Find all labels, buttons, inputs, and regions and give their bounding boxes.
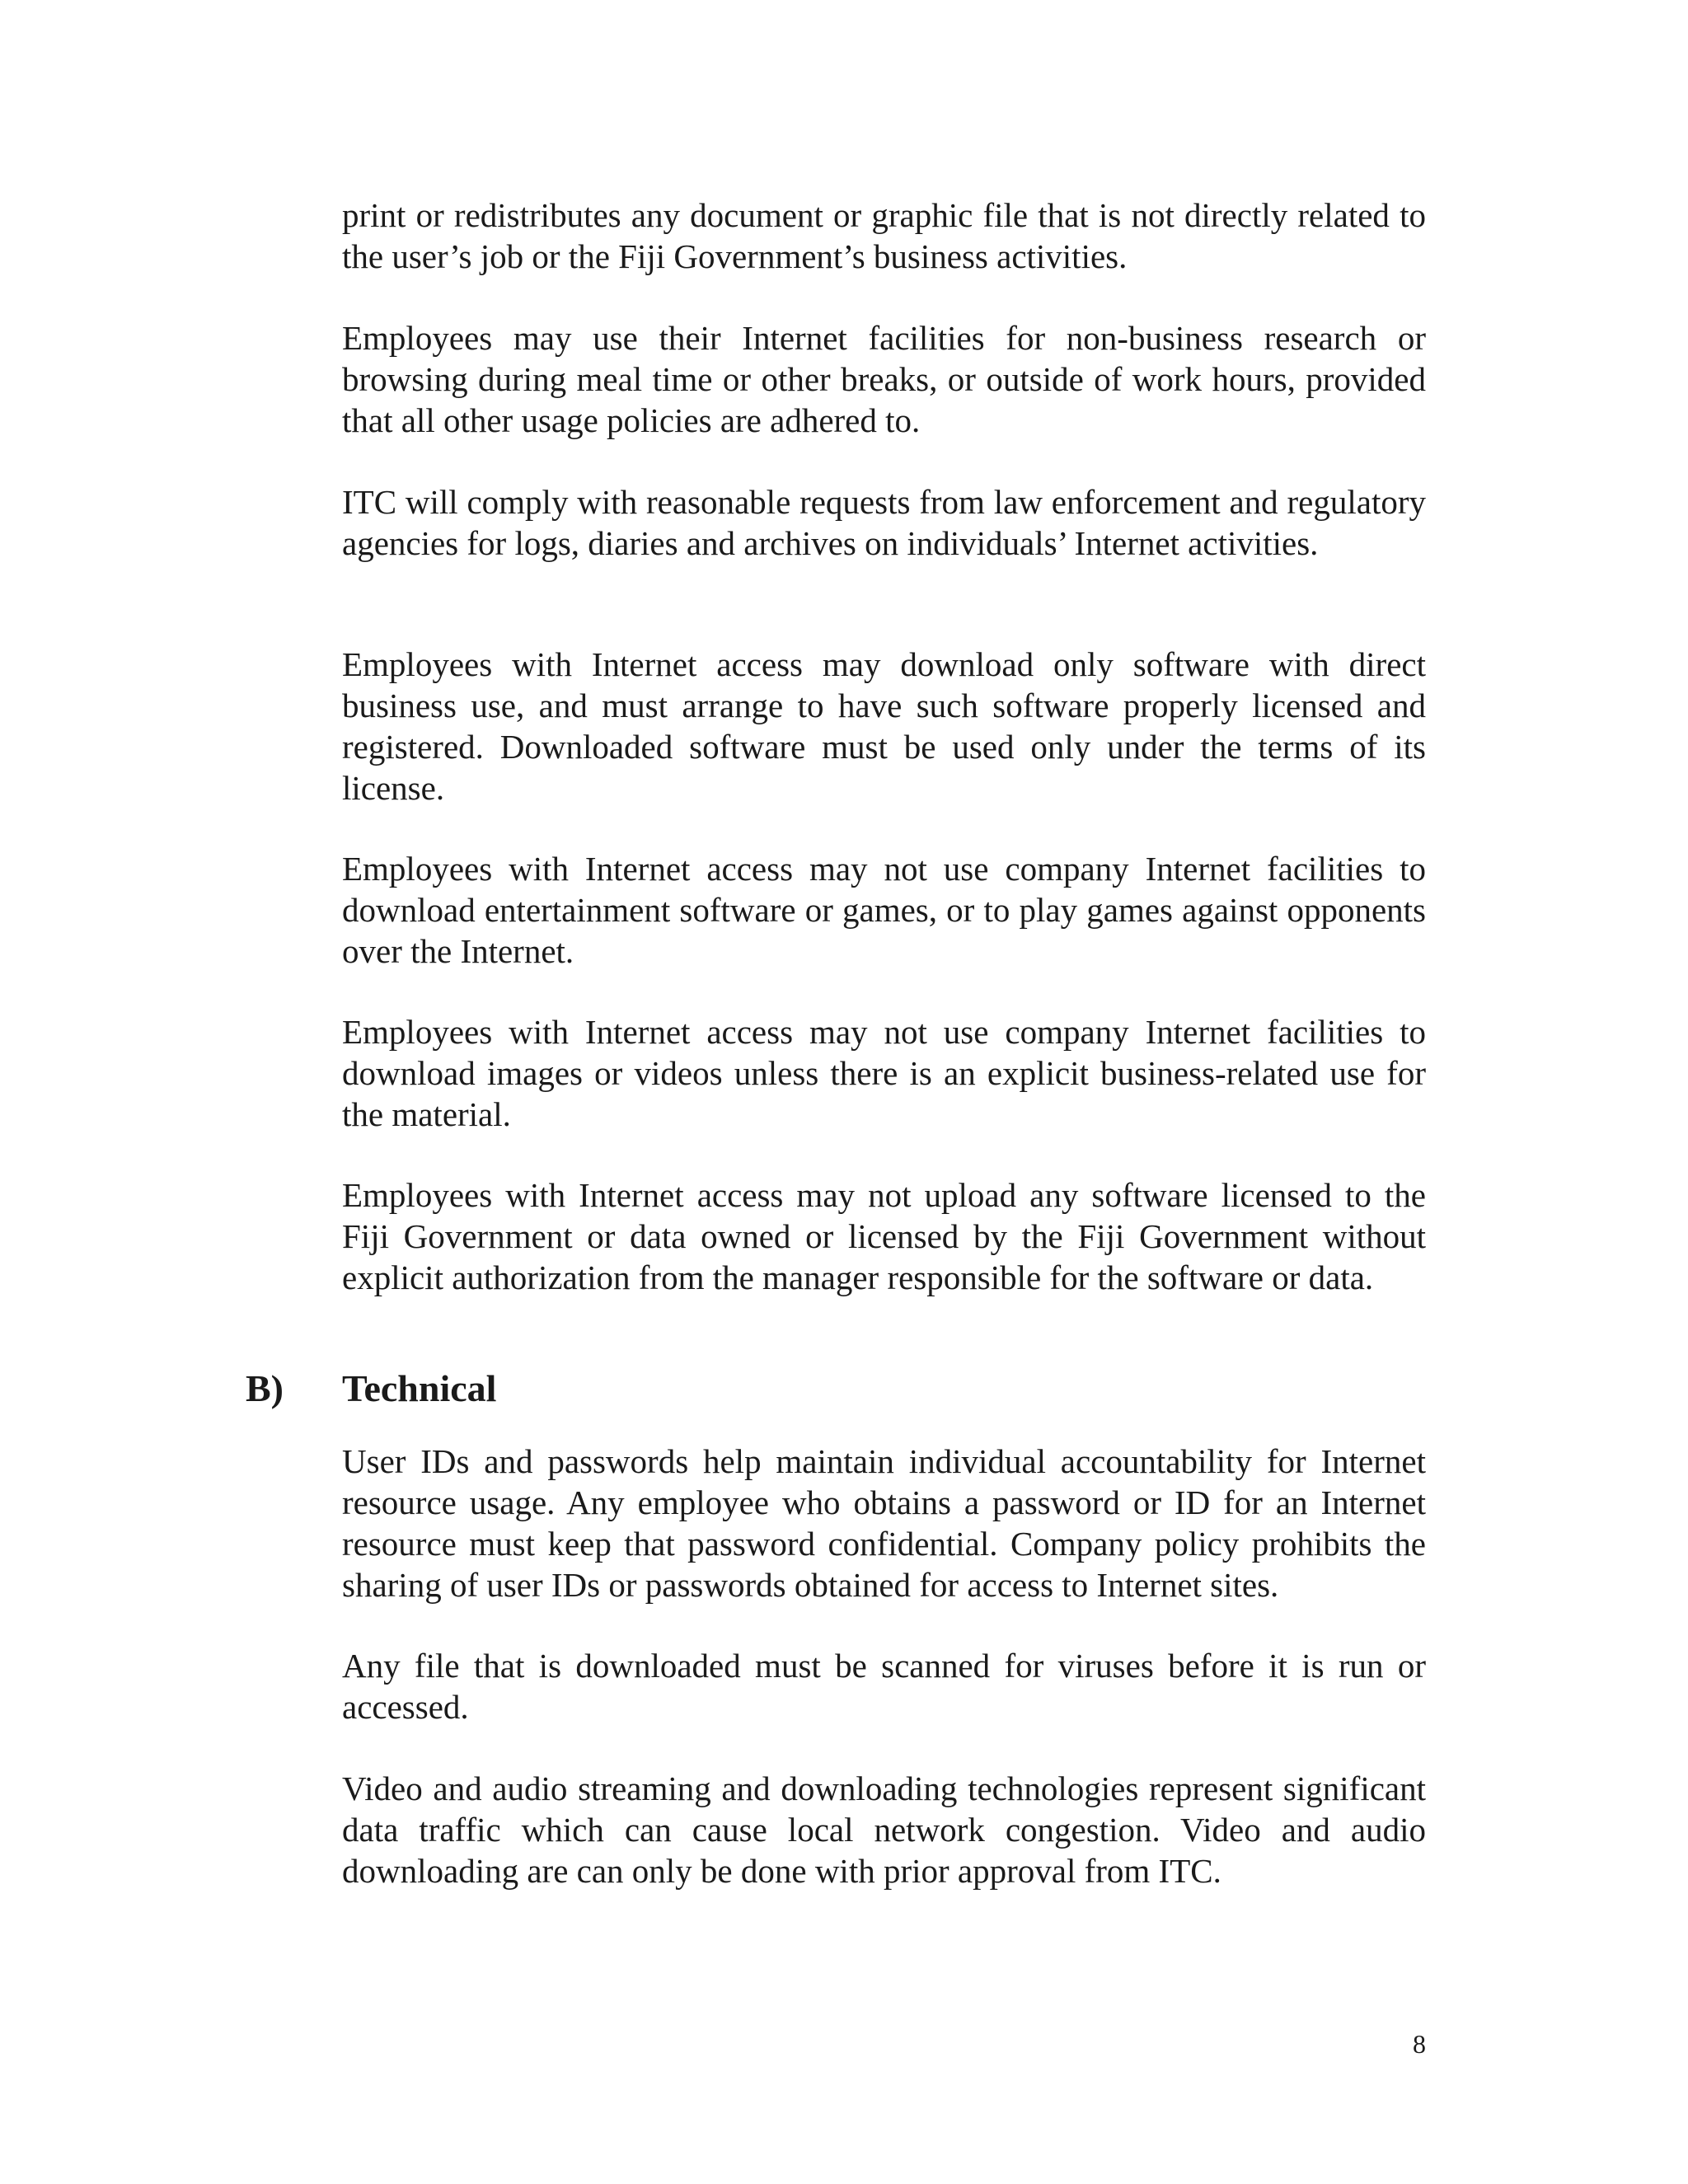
paragraph-law-enforcement: ITC will comply with reasonable requests from law enforcement and regulatory agencies for logs, diaries and archives on individuals’ Internet activities. [342,483,1426,562]
page-number: 8 [1413,2029,1426,2059]
section-heading: Technical [342,1367,497,1409]
paragraph-images-videos: Employees with Internet access may not use company Internet facilities to download images or videos unless there is an explicit business-related use for the material. [342,1013,1426,1133]
paragraph-redistribution: print or redistributes any document or graphic file that is not directly related to the user’s job or the Fiji Government’s business activities. [342,196,1426,275]
paragraph-streaming: Video and audio streaming and downloading technologies represent significant data traffic which can cause local network congestion. Video and audio downloading are can only be done with prior approval from ITC. [342,1769,1426,1890]
section-marker: B) [246,1367,284,1409]
paragraph-non-business-use: Employees may use their Internet facilities for non-business research or browsing during meal time or other breaks, or outside of work hours, provided that all other usage policies are adhered to. [342,319,1426,439]
paragraph-user-ids-passwords: User IDs and passwords help maintain individual accountability for Internet resource usage. Any employee who obtains a password or ID for an Internet resource must keep that password confidential. Company policy prohibits the sharing of user IDs or passwords obtained for access to Internet sites. [342,1442,1426,1604]
paragraph-entertainment-software: Employees with Internet access may not use company Internet facilities to download entertainment software or games, or to play games against opponents over the Internet. [342,850,1426,970]
paragraph-virus-scan: Any file that is downloaded must be scanned for viruses before it is run or accessed. [342,1647,1426,1726]
paragraph-software-download: Employees with Internet access may download only software with direct business use, and must arrange to have such software properly licensed and registered. Downloaded software must be used only under the terms of its license. [342,645,1426,807]
paragraph-upload-restriction: Employees with Internet access may not upload any software licensed to the Fiji Government or data owned or licensed by the Fiji Government without explicit authorization from the manager responsible for the software or data. [342,1176,1426,1296]
